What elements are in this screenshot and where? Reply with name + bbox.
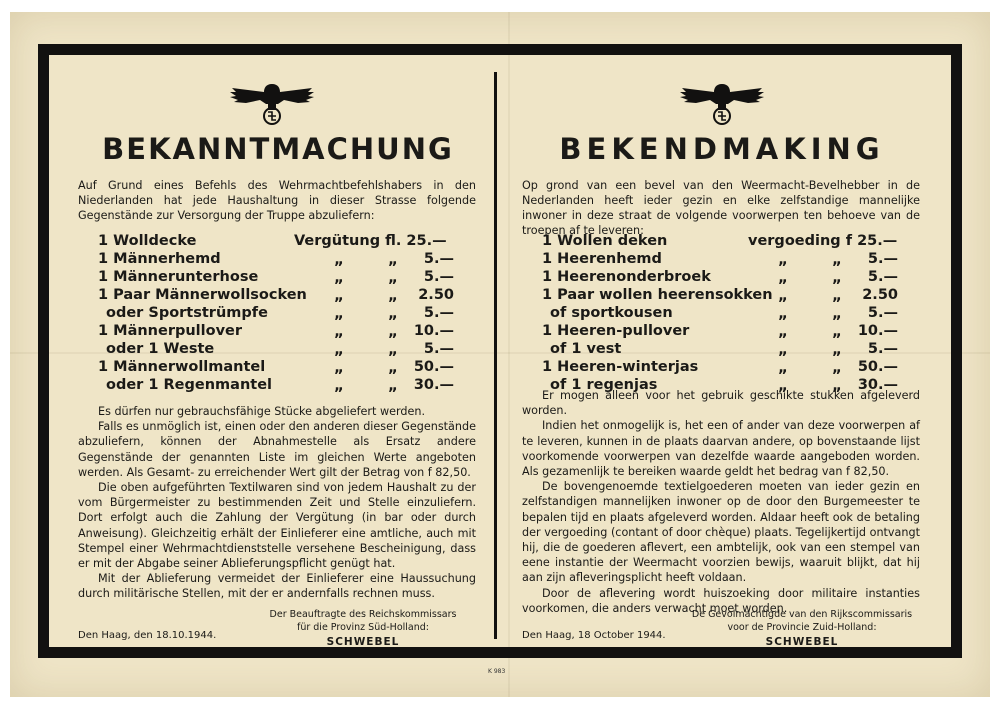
ditto-mark: „ xyxy=(778,340,788,358)
ditto-mark: „ xyxy=(334,304,344,322)
list-item xyxy=(98,268,468,286)
signature-office: voor de Provincie Zuid-Holland: xyxy=(727,622,877,633)
ditto-mark: „ xyxy=(334,268,344,286)
ditto-mark: „ xyxy=(388,286,398,304)
ditto-mark: „ xyxy=(334,250,344,268)
item-name: oder Sportstrümpfe xyxy=(106,305,268,321)
ditto-mark: „ xyxy=(334,286,344,304)
column-divider xyxy=(494,72,497,639)
item-name: 1 Paar wollen heerensokken xyxy=(542,287,773,303)
paragraph: De bovengenoemde textielgoederen moeten van ieder gezin en zelfstandigen mannelijken inwoner op de door den Burgemeester te bepalen tijd en plaats afgeleverd worden. Aldaar heeft ook de betaling der vergoeding (contant of door chèque) plaats. Tegelijkertijd ontvangt hij, die de goederen aflevert, een ambtelijk, ook van een stempel van eene instantie der Weermacht voorzien bewijs, waaruit blijkt, dat hij aan zijn afleveringsplicht heeft voldaan. xyxy=(522,480,920,585)
signature-office: für die Provinz Süd-Holland: xyxy=(296,622,429,633)
ditto-mark: „ xyxy=(778,250,788,268)
item-value: 5.— xyxy=(423,269,454,285)
item-value: 30.— xyxy=(857,377,898,393)
list-item xyxy=(542,286,912,304)
ditto-mark: „ xyxy=(778,286,788,304)
print-code: K 983 xyxy=(488,668,506,675)
dutch-signature xyxy=(682,608,922,649)
item-value: 10.— xyxy=(857,323,898,339)
item-value: 50.— xyxy=(413,359,454,375)
item-name: 1 Heerenonderbroek xyxy=(542,269,711,285)
item-name: 1 Heerenhemd xyxy=(542,251,662,267)
list-item xyxy=(542,232,912,250)
item-value: 10.— xyxy=(413,323,454,339)
ditto-mark: „ xyxy=(832,376,842,394)
list-item xyxy=(542,268,912,286)
paragraph: Es dürfen nur gebrauchsfähige Stücke abgeliefert werden. xyxy=(98,405,426,418)
list-item xyxy=(542,358,912,376)
item-value: 2.50 xyxy=(862,287,898,303)
ditto-mark: „ xyxy=(388,304,398,322)
item-value: 5.— xyxy=(423,251,454,267)
ditto-mark: „ xyxy=(832,250,842,268)
list-item xyxy=(98,322,468,340)
dutch-body-text xyxy=(522,388,920,616)
list-item xyxy=(98,340,468,358)
german-signature xyxy=(248,608,478,649)
item-name: 1 Männerpullover xyxy=(98,323,243,339)
item-value: 5.— xyxy=(867,269,898,285)
ditto-mark: „ xyxy=(832,358,842,376)
signature-name: SCHWEBEL xyxy=(326,636,400,648)
dutch-column xyxy=(522,70,922,650)
item-name: 1 Wolldecke xyxy=(98,233,197,249)
ditto-mark: „ xyxy=(778,376,788,394)
ditto-mark: „ xyxy=(832,268,842,286)
item-name: of 1 regenjas xyxy=(550,377,658,393)
ditto-mark: „ xyxy=(388,268,398,286)
item-name: 1 Heeren-winterjas xyxy=(542,359,699,375)
ditto-mark: „ xyxy=(388,250,398,268)
german-intro: Auf Grund eines Befehls des Wehrmachtbefehlshabers in den Niederlanden hat jede Haushaltung in dieser Strasse folgende Gegenstände zur Versorgung der Truppe abzuliefern: xyxy=(78,179,476,222)
ditto-mark: „ xyxy=(388,358,398,376)
dutch-date: Den Haag, 18 October 1944. xyxy=(522,630,666,641)
ditto-mark: „ xyxy=(388,376,398,394)
list-item xyxy=(542,322,912,340)
list-item xyxy=(98,286,468,304)
item-name: 1 Wollen deken xyxy=(542,233,668,249)
item-value: 50.— xyxy=(857,359,898,375)
item-value: 5.— xyxy=(867,305,898,321)
item-name: 1 Heeren-pullover xyxy=(542,323,690,339)
german-column xyxy=(78,70,478,650)
dutch-item-list xyxy=(542,232,912,394)
item-value: 5.— xyxy=(867,341,898,357)
list-item xyxy=(98,376,468,394)
dutch-intro: Op grond van een bevel van den Weermacht-Bevelhebber in de Nederlanden heeft ieder gezin en elke zelfstandige mannelijke inwoner in deze straat de volgende voorwerpen ten behoeve van de troepen af te leveren: xyxy=(522,179,920,237)
item-name: 1 Männerunterhose xyxy=(98,269,259,285)
german-item-list xyxy=(98,232,468,394)
ditto-mark: „ xyxy=(778,268,788,286)
list-item xyxy=(98,304,468,322)
list-item xyxy=(542,250,912,268)
list-item xyxy=(98,358,468,376)
item-name: oder 1 Regenmantel xyxy=(106,377,272,393)
item-name: 1 Männerhemd xyxy=(98,251,221,267)
list-item xyxy=(98,232,468,250)
paragraph: Mit der Ablieferung vermeidet der Einlieferer eine Haussuchung durch militärische Stellen, mit der er andernfalls rechnen muss. xyxy=(78,572,476,601)
item-value: 5.— xyxy=(423,305,454,321)
item-value: 5.— xyxy=(423,341,454,357)
ditto-mark: „ xyxy=(334,340,344,358)
item-name: of sportkousen xyxy=(550,305,673,321)
paragraph: Falls es unmöglich ist, einen oder den anderen dieser Gegenstände abzuliefern, können der Abnahmestelle als Ersatz andere Gegenstände der genannten Liste im gleichen Werte angeboten werden. Als Gesamt- zu erreichender Wert gilt der Betrag von f 82,50. xyxy=(78,420,476,479)
german-title: BEKANNTMACHUNG xyxy=(102,132,454,166)
ditto-mark: „ xyxy=(388,322,398,340)
ditto-mark: „ xyxy=(832,322,842,340)
list-item xyxy=(542,340,912,358)
ditto-mark: „ xyxy=(778,322,788,340)
paragraph: Door de aflevering wordt huiszoeking door militaire instanties voorkomen, die anders verwacht moet worden. xyxy=(522,586,920,615)
german-body-text xyxy=(78,404,476,602)
item-value: 5.— xyxy=(867,251,898,267)
item-value: 2.50 xyxy=(418,287,454,303)
ditto-mark: „ xyxy=(334,358,344,376)
item-name: of 1 vest xyxy=(550,341,622,357)
ditto-mark: „ xyxy=(388,340,398,358)
ditto-mark: „ xyxy=(778,358,788,376)
ditto-mark: „ xyxy=(334,322,344,340)
paragraph: Er mogen alleen voor het gebruik geschikte stukken afgeleverd worden. xyxy=(522,389,920,418)
item-value: 30.— xyxy=(413,377,454,393)
ditto-mark: „ xyxy=(832,340,842,358)
paragraph: Die oben aufgeführten Textilwaren sind von jedem Haushalt zu der vom Bürgermeister zu bestimmenden Zeit und Stelle einzuliefern. Dort erfolgt auch die Zahlung der Vergütung (in bar oder durch Anweisung). Gleichzeitig erhält der Einlieferer eine amtliche, auch mit Stempel einer Wehrmachtdienststelle versehene Bescheinigung, dass er mit der Abgabe seiner Ablieferungspflicht genügt hat. xyxy=(78,481,476,571)
ditto-mark: „ xyxy=(778,304,788,322)
signature-title: Der Beauftragte des Reichskommissars xyxy=(269,609,457,620)
list-item xyxy=(98,250,468,268)
ditto-mark: „ xyxy=(832,304,842,322)
signature-title: De Gevolmachtigde van den Rijkscommissaris xyxy=(691,609,913,620)
compensation-header: Vergütung fl. 25.— xyxy=(294,233,447,249)
item-name: oder 1 Weste xyxy=(106,341,215,357)
signature-name: SCHWEBEL xyxy=(765,636,839,648)
eagle-emblem-icon xyxy=(676,78,768,126)
item-name: 1 Männerwollmantel xyxy=(98,359,266,375)
ditto-mark: „ xyxy=(334,376,344,394)
dutch-title: BEKENDMAKING xyxy=(559,132,885,166)
ditto-mark: „ xyxy=(832,286,842,304)
paragraph: Indien het onmogelijk is, het een of ander van deze voorwerpen af te leveren, kunnen in de plaats daarvan andere, op bovenstaande lijst voorkomende voorwerpen van dezelfde waarde aangeboden worden. Als gezamenlijk te bereiken waarde geldt het bedrag van f 82,50. xyxy=(522,419,920,479)
list-item xyxy=(542,304,912,322)
german-date: Den Haag, den 18.10.1944. xyxy=(78,630,217,641)
item-name: 1 Paar Männerwollsocken xyxy=(98,287,307,303)
eagle-emblem-icon xyxy=(226,78,318,126)
compensation-header: vergoeding f 25.— xyxy=(748,233,898,249)
